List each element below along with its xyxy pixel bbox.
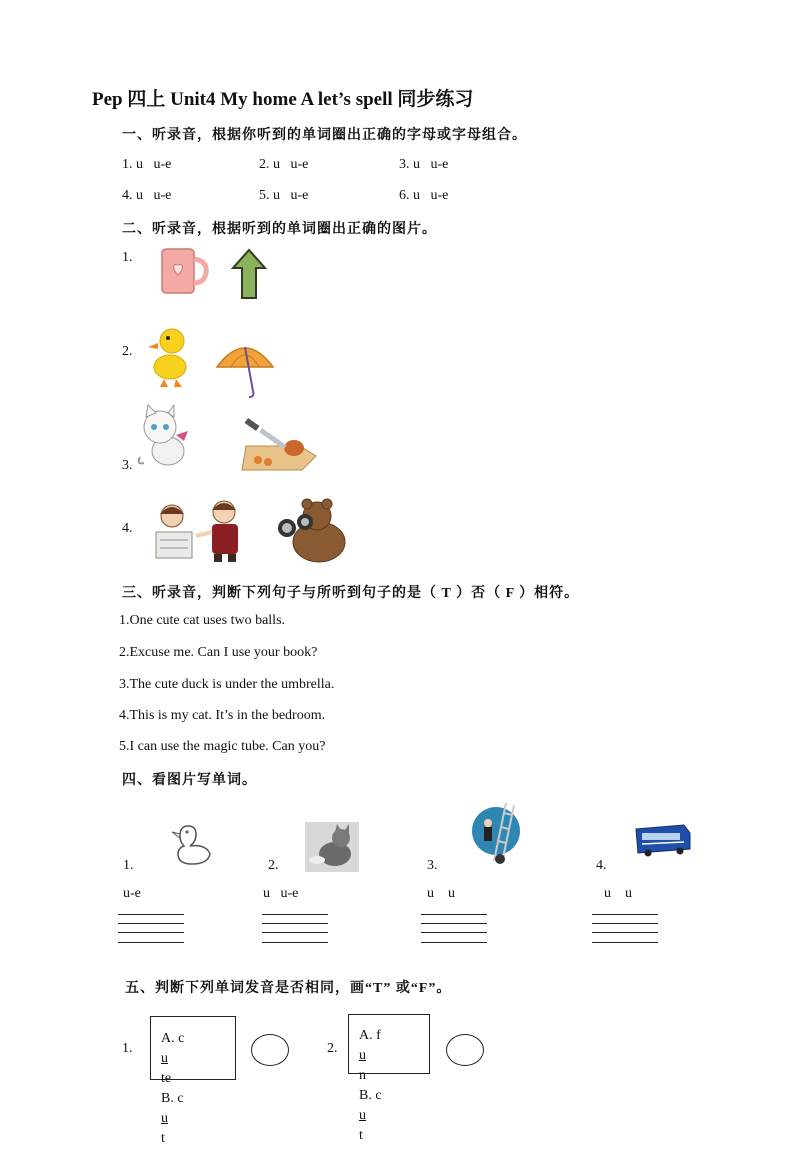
s5-word-a-1: A. c u te: [161, 1031, 185, 1086]
s4-hint-2: u u-e: [263, 886, 299, 901]
s4-num-4: 4.: [596, 858, 607, 873]
s3-sentence-2: 2.Excuse me. Can I use your book?: [119, 645, 318, 660]
s5-word-b-1: B. c u t: [161, 1091, 184, 1146]
duck-picture[interactable]: [146, 323, 194, 389]
s4-hint-3: u u: [427, 886, 455, 901]
s1-item-5: 5. u u-e: [259, 188, 309, 203]
section2-heading: 二、听录音，根据听到的单词圈出正确的图片。: [122, 222, 437, 237]
s5-word-box-2: [348, 1014, 430, 1143]
s5-answer-circle-1[interactable]: [251, 1034, 289, 1066]
s4-num-2: 2.: [268, 858, 279, 873]
page-title: Pep 四上 Unit4 My home A let’s spell 同步练习: [92, 89, 474, 110]
section1-heading: 一、听录音，根据你听到的单词圈出正确的字母或字母组合。: [122, 128, 527, 143]
s1-item-2: 2. u u-e: [259, 157, 309, 172]
cup-picture[interactable]: [158, 245, 210, 297]
excuse-me-picture[interactable]: [150, 496, 250, 564]
s3-sentence-1: 1.One cute cat uses two balls.: [119, 613, 286, 628]
ladder-man-picture[interactable]: [470, 801, 526, 865]
cat-picture[interactable]: [134, 405, 194, 469]
s5-word-a-2: A. f u n: [359, 1028, 381, 1083]
s1-item-6: 6. u u-e: [399, 188, 449, 203]
s3-sentence-5: 5.I can use the magic tube. Can you?: [119, 739, 326, 754]
cat-photo-picture[interactable]: [305, 822, 359, 872]
up-arrow-picture[interactable]: [232, 248, 266, 300]
s3-sentence-4: 4.This is my cat. It’s in the bedroom.: [119, 708, 326, 723]
section3-heading: 三、听录音，判断下列句子与所听到句子的是（ T ）否（ F ）相符。: [122, 586, 580, 601]
s5-word-b-2: B. c u t: [359, 1088, 382, 1143]
s5-word-box-1: [150, 1016, 236, 1146]
s4-hint-4: u u: [604, 886, 632, 901]
s5-answer-circle-2[interactable]: [446, 1034, 484, 1066]
s4-num-1: 1.: [123, 858, 134, 873]
umbrella-picture[interactable]: [213, 333, 277, 399]
s1-item-3: 3. u u-e: [399, 157, 449, 172]
s5-num-2: 2.: [327, 1041, 338, 1056]
s4-num-3: 3.: [427, 858, 438, 873]
s2-num-1: 1.: [122, 250, 133, 265]
s2-num-2: 2.: [122, 344, 133, 359]
s4-hint-1: u-e: [123, 886, 141, 901]
section5-heading: 五、判断下列单词发音是否相同，画“T” 或“F”。: [125, 981, 452, 996]
duck-outline-picture[interactable]: [170, 822, 214, 868]
s2-num-4: 4.: [122, 521, 133, 536]
s1-item-4: 4. u u-e: [122, 188, 172, 203]
cutting-board-picture[interactable]: [240, 416, 320, 474]
s5-num-1: 1.: [122, 1041, 133, 1056]
section4-heading: 四、看图片写单词。: [122, 773, 257, 788]
bus-picture[interactable]: [634, 823, 692, 857]
bear-binoculars-picture[interactable]: [275, 498, 347, 562]
s2-num-3: 3.: [122, 458, 133, 473]
s1-item-1: 1. u u-e: [122, 157, 172, 172]
s3-sentence-3: 3.The cute duck is under the umbrella.: [119, 677, 335, 692]
